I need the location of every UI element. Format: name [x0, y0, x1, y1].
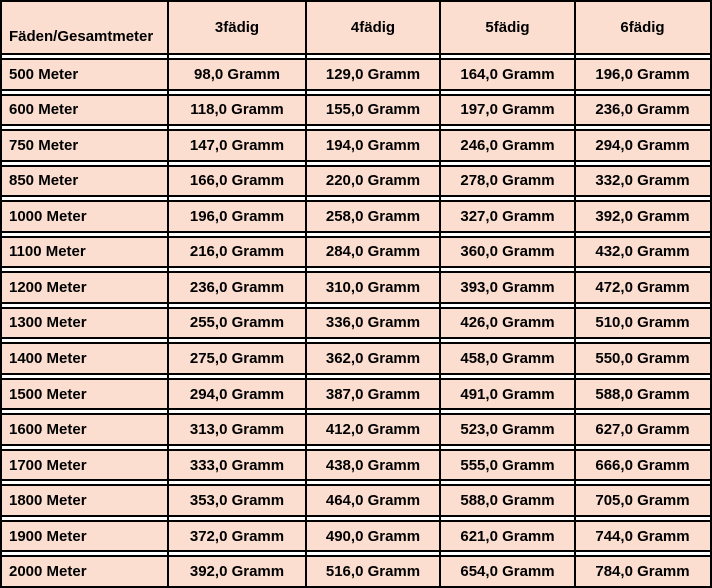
value-cell: 393,0 Gramm	[460, 278, 555, 296]
table-row	[2, 129, 710, 162]
row-header-cell: 1300 Meter	[9, 314, 87, 332]
table-row	[2, 94, 710, 127]
column-divider	[439, 0, 441, 588]
value-cell: 129,0 Gramm	[325, 65, 421, 83]
value-cell: 588,0 Gramm	[460, 492, 555, 510]
value-cell: 275,0 Gramm	[189, 350, 285, 368]
value-cell: 392,0 Gramm	[189, 563, 285, 581]
value-cell: 197,0 Gramm	[460, 101, 555, 119]
column-header: 3fädig	[214, 19, 260, 36]
table-row	[2, 484, 710, 517]
column-divider	[305, 0, 307, 588]
value-cell: 333,0 Gramm	[189, 456, 285, 474]
value-cell: 426,0 Gramm	[460, 314, 555, 332]
column-header: 4fädig	[350, 19, 396, 36]
value-cell: 155,0 Gramm	[325, 101, 421, 119]
value-cell: 438,0 Gramm	[325, 456, 421, 474]
value-cell: 666,0 Gramm	[595, 456, 690, 474]
value-cell: 490,0 Gramm	[325, 527, 421, 545]
value-cell: 432,0 Gramm	[595, 243, 690, 261]
value-cell: 516,0 Gramm	[325, 563, 421, 581]
table-row	[2, 58, 710, 91]
value-cell: 362,0 Gramm	[325, 350, 421, 368]
table-row	[2, 271, 710, 304]
value-cell: 216,0 Gramm	[189, 243, 285, 261]
table-row	[2, 378, 710, 411]
value-cell: 784,0 Gramm	[595, 563, 690, 581]
table-row	[2, 165, 710, 198]
value-cell: 313,0 Gramm	[189, 421, 285, 439]
value-cell: 588,0 Gramm	[595, 385, 690, 403]
row-header-cell: 1200 Meter	[9, 278, 87, 296]
row-header-cell: 1900 Meter	[9, 527, 87, 545]
value-cell: 510,0 Gramm	[595, 314, 690, 332]
value-cell: 294,0 Gramm	[595, 136, 690, 154]
value-cell: 392,0 Gramm	[595, 207, 690, 225]
column-divider	[167, 0, 169, 588]
value-cell: 278,0 Gramm	[460, 172, 555, 190]
value-cell: 705,0 Gramm	[595, 492, 690, 510]
value-cell: 336,0 Gramm	[325, 314, 421, 332]
value-cell: 621,0 Gramm	[460, 527, 555, 545]
row-header-cell: 500 Meter	[9, 65, 79, 83]
value-cell: 310,0 Gramm	[325, 278, 421, 296]
column-header: 6fädig	[620, 19, 665, 36]
row-header-cell: 1400 Meter	[9, 350, 87, 368]
value-cell: 360,0 Gramm	[460, 243, 555, 261]
value-cell: 472,0 Gramm	[595, 278, 690, 296]
table-row	[2, 307, 710, 340]
value-cell: 744,0 Gramm	[595, 527, 690, 545]
value-cell: 387,0 Gramm	[325, 385, 421, 403]
table-row	[2, 342, 710, 375]
value-cell: 332,0 Gramm	[595, 172, 690, 190]
table-row	[2, 236, 710, 269]
value-cell: 236,0 Gramm	[595, 101, 690, 119]
value-cell: 294,0 Gramm	[189, 385, 285, 403]
value-cell: 98,0 Gramm	[194, 65, 280, 83]
table-row	[2, 200, 710, 233]
value-cell: 654,0 Gramm	[460, 563, 555, 581]
value-cell: 255,0 Gramm	[189, 314, 285, 332]
header-row	[2, 0, 710, 55]
value-cell: 220,0 Gramm	[325, 172, 421, 190]
value-cell: 258,0 Gramm	[325, 207, 421, 225]
row-header-cell: 1000 Meter	[9, 207, 87, 225]
value-cell: 464,0 Gramm	[325, 492, 421, 510]
value-cell: 458,0 Gramm	[460, 350, 555, 368]
row-header-cell: 1800 Meter	[9, 492, 87, 510]
table-row	[2, 555, 710, 588]
value-cell: 118,0 Gramm	[190, 101, 284, 119]
value-cell: 491,0 Gramm	[460, 385, 555, 403]
value-cell: 523,0 Gramm	[460, 421, 555, 439]
value-cell: 353,0 Gramm	[189, 492, 285, 510]
row-header-cell: 1700 Meter	[9, 456, 87, 474]
value-cell: 194,0 Gramm	[325, 136, 421, 154]
value-cell: 284,0 Gramm	[325, 243, 421, 261]
value-cell: 246,0 Gramm	[460, 136, 555, 154]
value-cell: 327,0 Gramm	[460, 207, 555, 225]
column-divider	[574, 0, 576, 588]
value-cell: 555,0 Gramm	[460, 456, 555, 474]
table-row	[2, 449, 710, 482]
value-cell: 412,0 Gramm	[325, 421, 421, 439]
table-row	[2, 520, 710, 553]
row-header-cell: 850 Meter	[9, 172, 79, 190]
row-header-cell: 1600 Meter	[9, 421, 87, 439]
value-cell: 236,0 Gramm	[189, 278, 285, 296]
value-cell: 147,0 Gramm	[189, 136, 285, 154]
value-cell: 550,0 Gramm	[595, 350, 690, 368]
value-cell: 372,0 Gramm	[189, 527, 285, 545]
value-cell: 164,0 Gramm	[460, 65, 555, 83]
row-header-cell: 750 Meter	[9, 136, 79, 154]
table-row	[2, 413, 710, 446]
value-cell: 196,0 Gramm	[595, 65, 690, 83]
corner-header-cell: Fäden/Gesamtmeter	[9, 28, 154, 45]
value-cell: 166,0 Gramm	[189, 172, 285, 190]
value-cell: 627,0 Gramm	[595, 421, 690, 439]
row-header-cell: 1100 Meter	[9, 243, 86, 261]
row-header-cell: 600 Meter	[9, 101, 79, 119]
value-cell: 196,0 Gramm	[189, 207, 285, 225]
column-header: 5fädig	[485, 19, 530, 36]
row-header-cell: 2000 Meter	[9, 563, 87, 581]
row-header-cell: 1500 Meter	[9, 385, 87, 403]
